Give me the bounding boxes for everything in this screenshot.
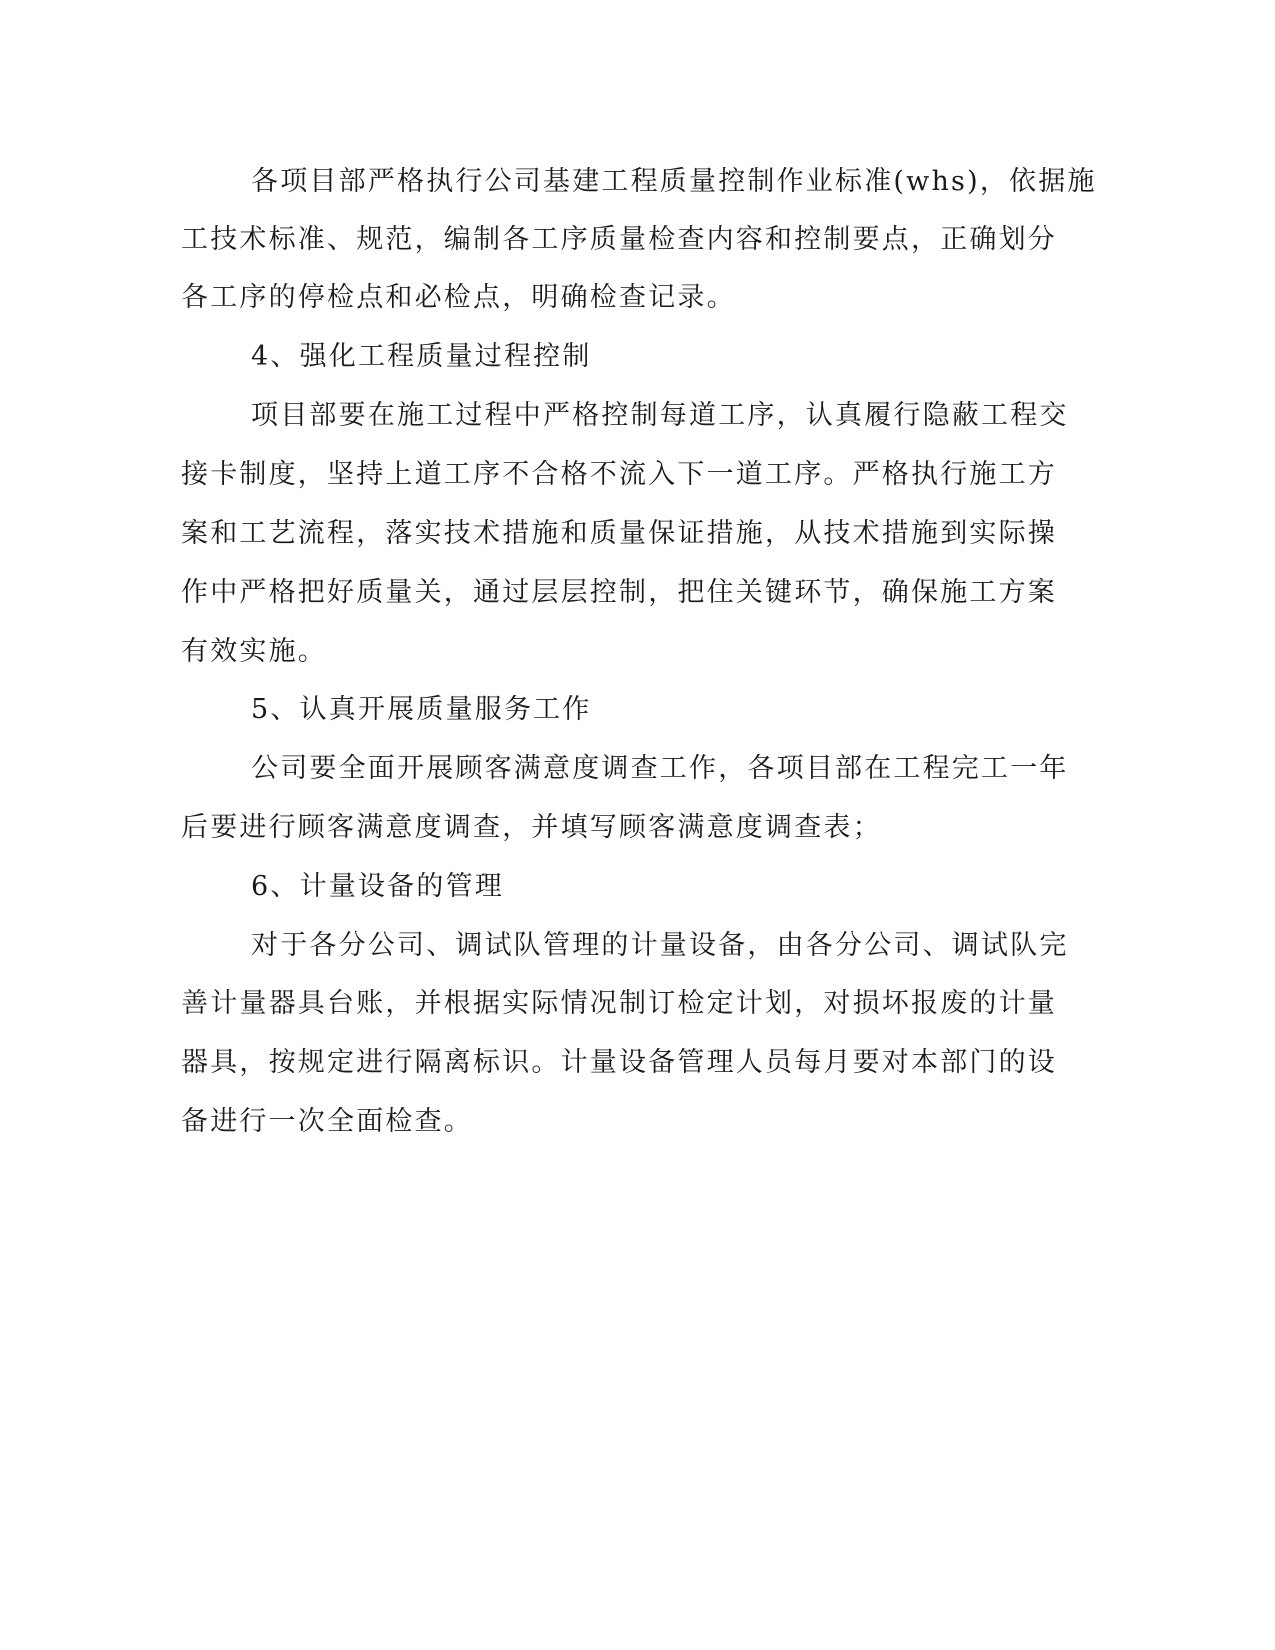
paragraph-line: 各项目部严格执行公司基建工程质量控制作业标准(whs)，依据施 [251, 166, 1097, 197]
paragraph-line: 接卡制度，坚持上道工序不合格不流入下一道工序。严格执行施工方 [181, 459, 1057, 490]
paragraph-line: 对于各分公司、调试队管理的计量设备，由各分公司、调试队完 [251, 930, 1069, 961]
section-heading: 5、认真开展质量服务工作 [251, 694, 592, 725]
section-heading: 4、强化工程质量过程控制 [251, 341, 592, 372]
paragraph-line: 工技术标准、规范，编制各工序质量检查内容和控制要点，正确划分 [181, 224, 1057, 255]
paragraph-line: 备进行一次全面检查。 [181, 1106, 473, 1137]
paragraph-line: 善计量器具台账，并根据实际情况制订检定计划，对损坏报废的计量 [181, 988, 1057, 1019]
paragraph-line: 有效实施。 [181, 636, 327, 667]
paragraph-line: 作中严格把好质量关，通过层层控制，把住关键环节，确保施工方案 [181, 577, 1057, 608]
paragraph-line: 各工序的停检点和必检点，明确检查记录。 [181, 282, 736, 313]
paragraph-line: 项目部要在施工过程中严格控制每道工序，认真履行隐蔽工程交 [251, 400, 1069, 431]
paragraph-line: 后要进行顾客满意度调查，并填写顾客满意度调查表； [181, 812, 882, 843]
paragraph-line: 器具，按规定进行隔离标识。计量设备管理人员每月要对本部门的设 [181, 1047, 1057, 1078]
paragraph-line: 公司要全面开展顾客满意度调查工作，各项目部在工程完工一年 [251, 753, 1069, 784]
section-heading: 6、计量设备的管理 [251, 871, 504, 902]
paragraph-line: 案和工艺流程，落实技术措施和质量保证措施，从技术措施到实际操 [181, 518, 1057, 549]
